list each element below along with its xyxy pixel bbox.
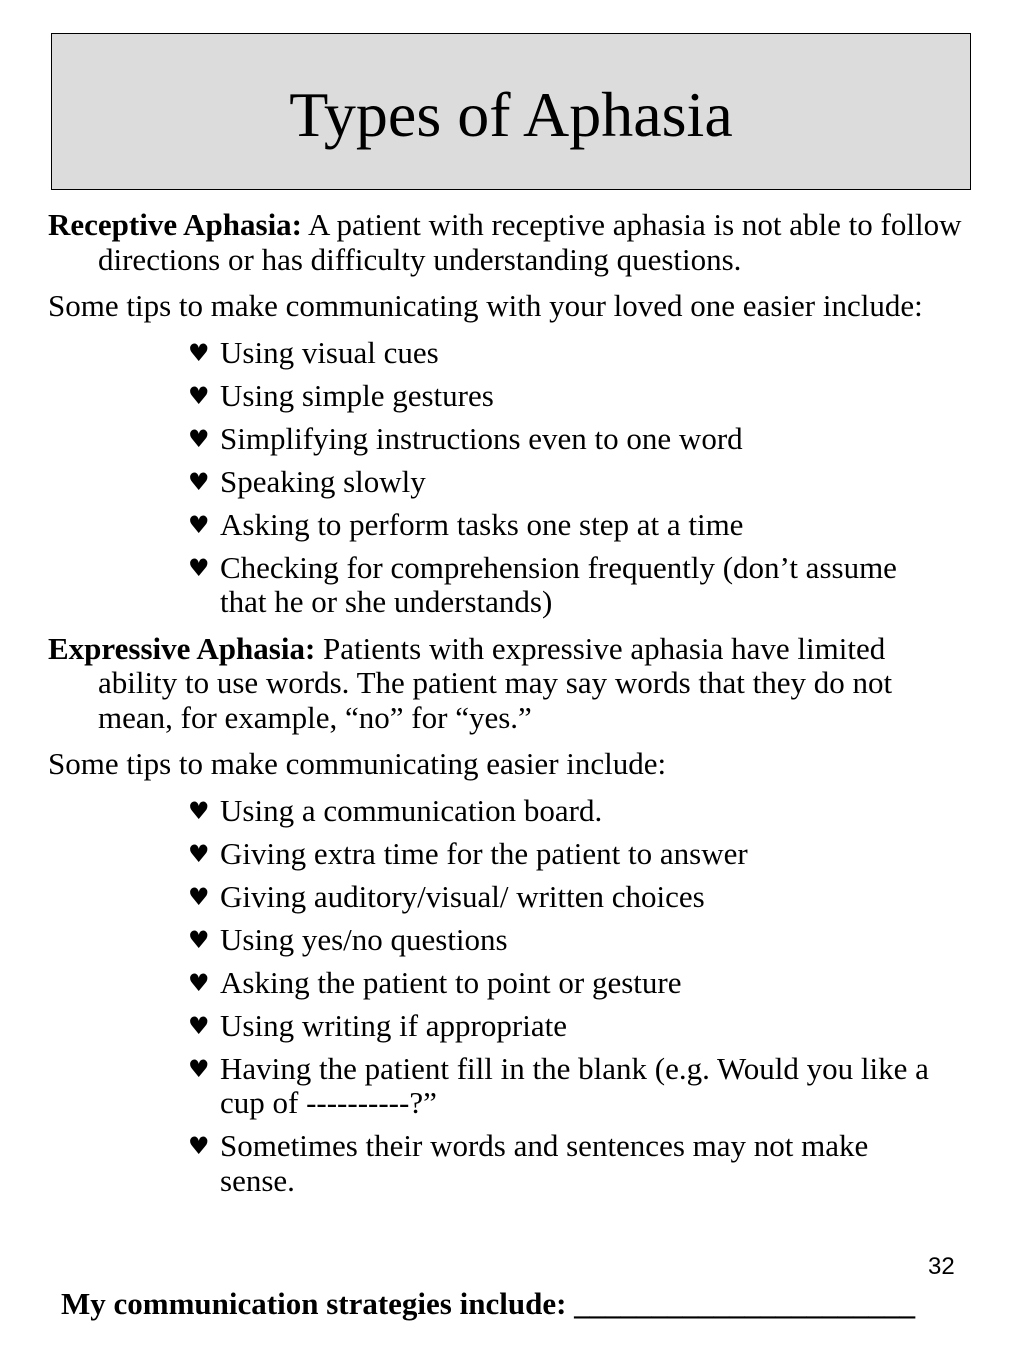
heart-icon: ♥ bbox=[188, 467, 210, 496]
heart-icon: ♥ bbox=[188, 839, 210, 868]
list-item-text: Simplifying instructions even to one word bbox=[220, 420, 743, 456]
list-item-text: Speaking slowly bbox=[220, 463, 426, 499]
heart-icon: ♥ bbox=[188, 553, 210, 582]
main-content bbox=[48, 208, 968, 1210]
receptive-paragraph bbox=[48, 208, 968, 277]
receptive-heading: Receptive Aphasia: bbox=[48, 207, 303, 242]
expressive-description: Patients with expressive aphasia have limited ability to use words. The patient may say words that they do not mean, for example, “no” for “yes.” bbox=[98, 630, 893, 735]
heart-icon: ♥ bbox=[188, 424, 210, 453]
heart-icon: ♥ bbox=[188, 796, 210, 825]
list-item bbox=[188, 923, 968, 958]
expressive-tips-intro: Some tips to make communicating easier include: bbox=[48, 746, 667, 781]
list-item bbox=[188, 551, 968, 620]
heart-icon: ♥ bbox=[188, 925, 210, 954]
list-item-text: Using a communication board. bbox=[220, 792, 603, 828]
list-item-text: Checking for comprehension frequently (don’t assume that he or she understands) bbox=[220, 549, 897, 619]
list-item bbox=[188, 336, 968, 371]
list-item bbox=[188, 837, 968, 872]
heart-icon: ♥ bbox=[188, 1132, 210, 1160]
list-item-text: Having the patient fill in the blank (e.g. Would you like a cup of ----------?” bbox=[220, 1050, 929, 1120]
list-item-text: Asking the patient to point or gesture bbox=[220, 964, 682, 1000]
expressive-tips-list bbox=[48, 794, 968, 1199]
list-item-text: Using writing if appropriate bbox=[220, 1007, 567, 1043]
list-item bbox=[188, 794, 968, 829]
expressive-heading: Expressive Aphasia: bbox=[48, 630, 316, 666]
list-item bbox=[188, 1129, 968, 1198]
list-item bbox=[188, 422, 968, 457]
receptive-tips-list bbox=[48, 336, 968, 620]
heart-icon: ♥ bbox=[188, 968, 210, 997]
list-item bbox=[188, 465, 968, 500]
receptive-description: A patient with receptive aphasia is not able to follow directions or has difficulty understanding questions. bbox=[98, 207, 962, 277]
list-item-text: Giving auditory/visual/ written choices bbox=[220, 878, 705, 914]
page-title: Types of Aphasia bbox=[289, 78, 733, 150]
receptive-tips-intro: Some tips to make communicating with your loved one easier include: bbox=[48, 288, 923, 323]
heart-icon: ♥ bbox=[188, 338, 210, 367]
list-item-text: Asking to perform tasks one step at a time bbox=[220, 506, 744, 542]
list-item bbox=[188, 880, 968, 915]
title-banner bbox=[51, 33, 971, 190]
page-number: 32 bbox=[928, 1253, 955, 1280]
heart-icon: ♥ bbox=[188, 510, 210, 539]
heart-icon: ♥ bbox=[188, 381, 210, 410]
list-item-text: Sometimes their words and sentences may not make sense. bbox=[220, 1128, 869, 1198]
list-item bbox=[188, 379, 968, 414]
list-item bbox=[188, 508, 968, 543]
list-item bbox=[188, 1052, 968, 1121]
list-item-text: Using visual cues bbox=[220, 334, 439, 370]
communication-strategies-prompt: My communication strategies include: ______________________ bbox=[61, 1286, 916, 1321]
heart-icon: ♥ bbox=[188, 1054, 210, 1083]
list-item bbox=[188, 966, 968, 1001]
list-item bbox=[188, 1009, 968, 1044]
heart-icon: ♥ bbox=[188, 1011, 210, 1040]
list-item-text: Using simple gestures bbox=[220, 377, 494, 413]
list-item-text: Using yes/no questions bbox=[220, 921, 508, 957]
heart-icon: ♥ bbox=[188, 882, 210, 911]
list-item-text: Giving extra time for the patient to answer bbox=[220, 835, 748, 871]
expressive-paragraph bbox=[48, 632, 968, 736]
